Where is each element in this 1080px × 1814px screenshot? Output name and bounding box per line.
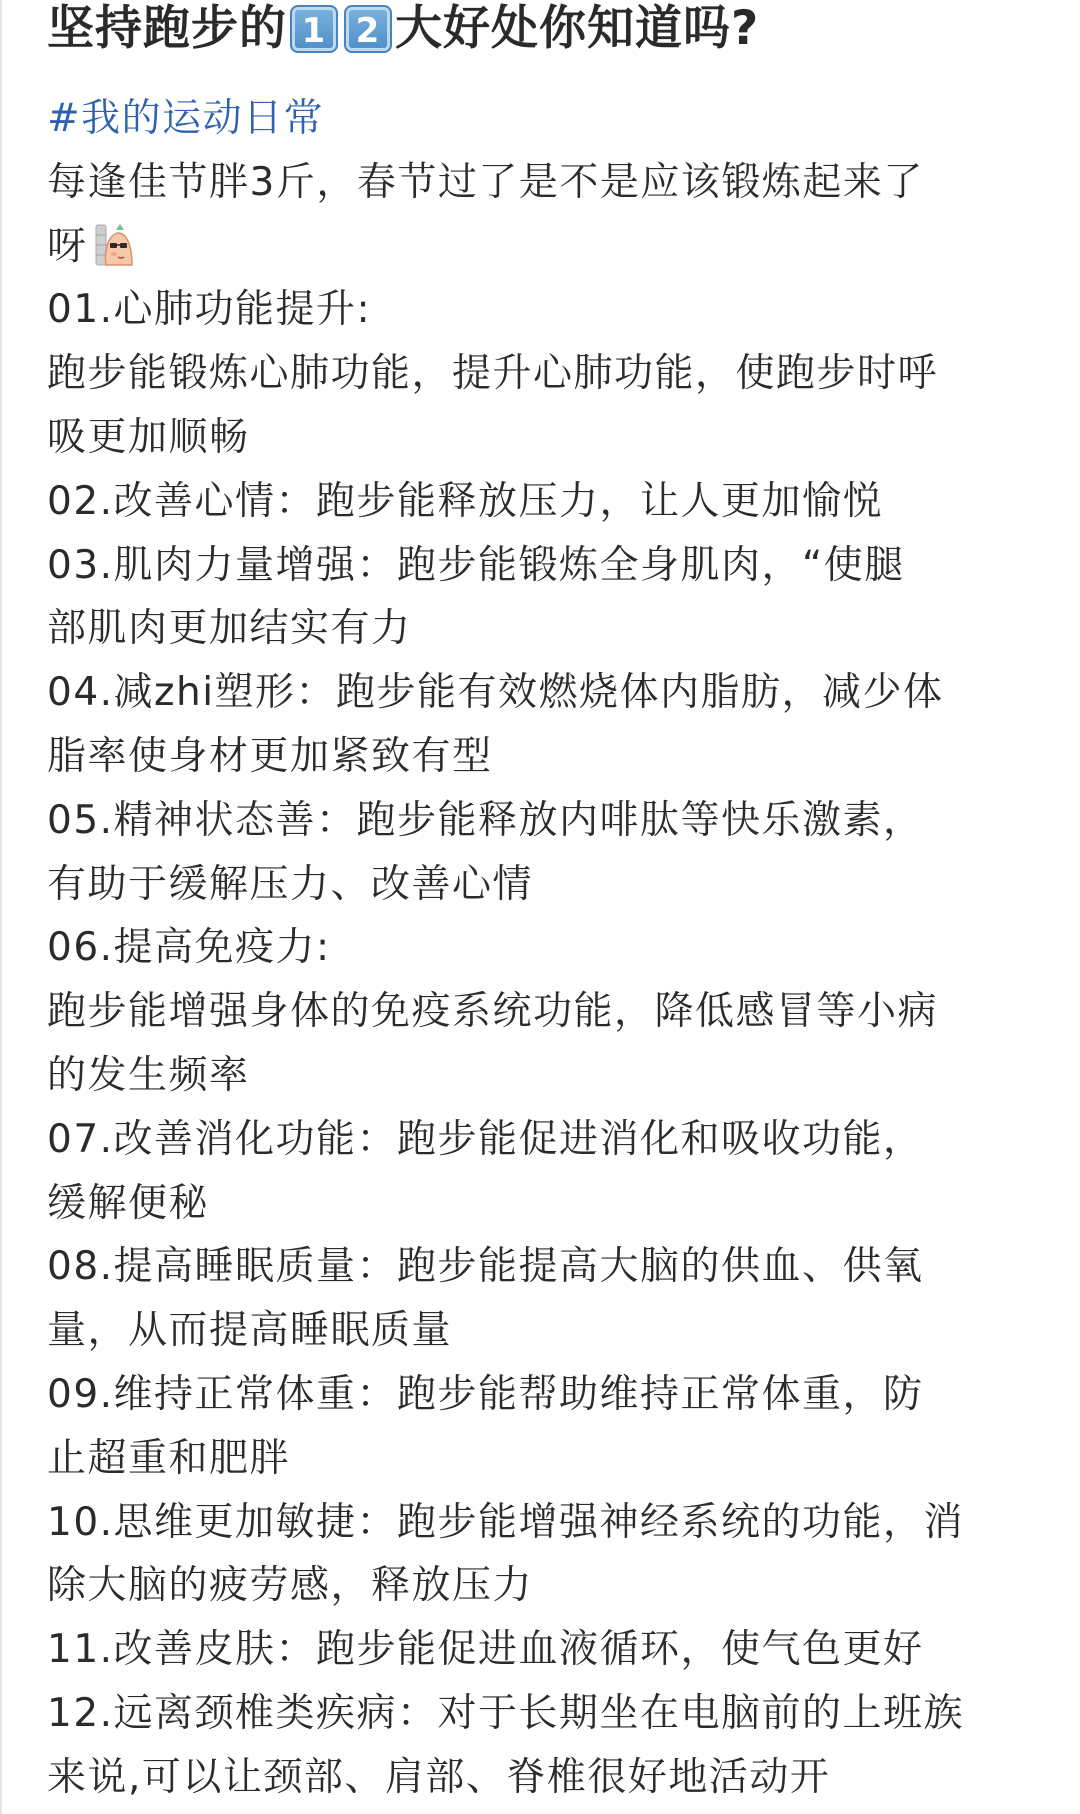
keycap-one-icon: 1: [290, 5, 338, 53]
benefit-line: 吸更加顺畅: [47, 414, 250, 460]
benefit-line: 05.精神状态善：跑步能释放内啡肽等快乐激素，: [47, 797, 924, 843]
benefit-line: 脂率使身材更加紧致有型: [47, 733, 493, 779]
benefit-line: 除大脑的疲劳感，释放压力: [47, 1563, 534, 1609]
benefit-line: 止超重和肥胖: [47, 1435, 291, 1481]
keycap-two-icon: 2: [344, 5, 392, 53]
benefit-line: 缓解便秘: [47, 1180, 210, 1226]
hashtag-link[interactable]: #我的运动日常: [47, 96, 325, 141]
benefit-line: 跑步能增强身体的免疫系统功能，降低感冒等小病: [47, 989, 939, 1035]
post-title-prefix: 坚持跑步的: [47, 1, 287, 56]
post-title-suffix: 大好处你知道吗?: [395, 1, 760, 56]
benefit-list: [47, 278, 1052, 1809]
intro-line-end: [47, 215, 1052, 279]
intro-line-text: 呀: [47, 223, 88, 269]
benefit-line: 08.提高睡眠质量：跑步能提高大脑的供血、供氧: [47, 1244, 924, 1290]
benefit-line: 有助于缓解压力、改善心情: [47, 861, 534, 907]
benefit-line: 03.肌肉力量增强：跑步能锻炼全身肌肉，“使腿: [47, 542, 905, 588]
benefit-line: 12.远离颈椎类疾病：对于长期坐在电脑前的上班族: [47, 1690, 965, 1736]
benefit-line: 04.减zhi塑形：跑步能有效燃烧体内脂肪，减少体: [47, 670, 944, 716]
benefit-line: 来说,可以让颈部、肩部、脊椎很好地活动开: [47, 1754, 831, 1800]
benefit-line: 02.改善心情：跑步能释放压力，让人更加愉悦: [47, 478, 884, 524]
benefit-line: 11.改善皮肤：跑步能促进血液循环，使气色更好: [47, 1627, 924, 1673]
benefit-line: 09.维持正常体重：跑步能帮助维持正常体重，防: [47, 1371, 924, 1417]
benefit-line: 10.思维更加敏捷：跑步能增强神经系统的功能，消: [47, 1499, 965, 1545]
benefit-line: 部肌肉更加结实有力: [47, 606, 412, 652]
benefit-line: 07.改善消化功能：跑步能促进消化和吸收功能，: [47, 1116, 924, 1162]
benefit-line: 06.提高免疫力:: [47, 925, 331, 971]
post-title: [47, 0, 1052, 58]
post-body: [47, 87, 1052, 1810]
benefit-line: 01.心肺功能提升:: [47, 287, 372, 333]
benefit-line: 的发生频率: [47, 1052, 250, 1098]
benefit-line: 量，从而提高睡眠质量: [47, 1308, 453, 1354]
potato-face-sticker-icon: [94, 221, 134, 269]
intro-line: 每逢佳节胖3斤，春节过了是不是应该锻炼起来了: [47, 159, 924, 205]
benefit-line: 跑步能锻炼心肺功能，提升心肺功能，使跑步时呼: [47, 351, 939, 397]
